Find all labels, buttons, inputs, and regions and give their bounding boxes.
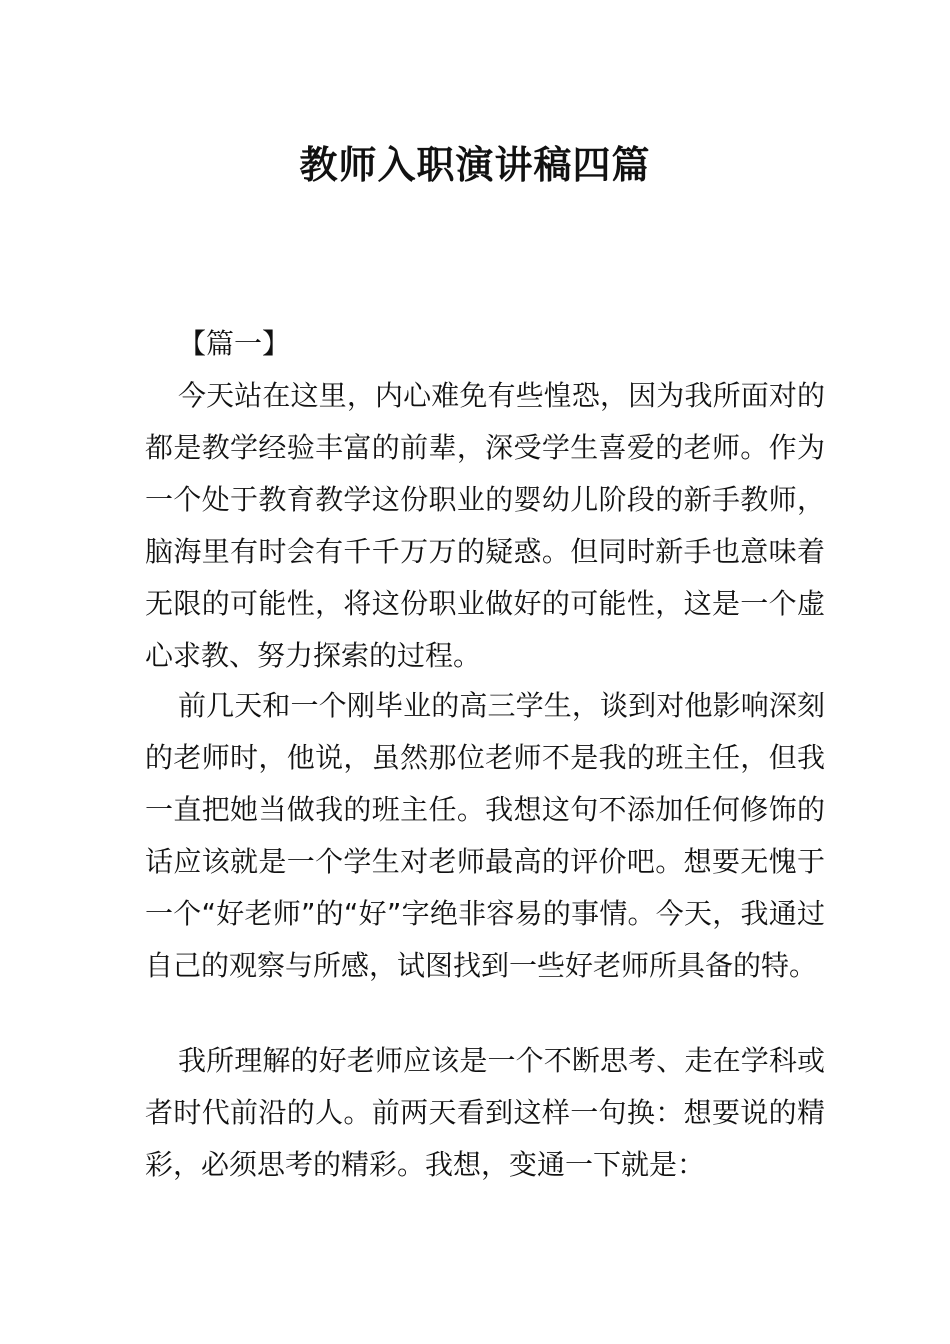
paragraph-3: 我所理解的好老师应该是一个不断思考、走在学科或者时代前沿的人。前两天看到这样一句换：想要说的精彩，必须思考的精彩。我想，变通一下就是： [145,1044,825,1181]
paragraph-1: 今天站在这里，内心难免有些惶恐，因为我所面对的都是教学经验丰富的前辈，深受学生喜爱的老师。作为一个处于教育教学这份职业的婴幼儿阶段的新手教师，脑海里有时会有千千万万的疑惑。但同时新手也意味着无限的可能性，将这份职业做好的可能性，这是一个虚心求教、努力探索的过程。 [145,379,825,672]
paragraph-2: 前几天和一个刚毕业的高三学生，谈到对他影响深刻的老师时，他说，虽然那位老师不是我的班主任，但我一直把她当做我的班主任。我想这句不添加任何修饰的话应该就是一个学生对老师最高的评价吧。想要无愧于一个“好老师”的“好”字绝非容易的事情。今天，我通过自己的观察与所感，试图找到一些好老师所具备的特。 [145,689,825,982]
page-title: 教师入职演讲稿四篇 [299,143,651,187]
section-label: 【篇一】 [178,327,291,360]
